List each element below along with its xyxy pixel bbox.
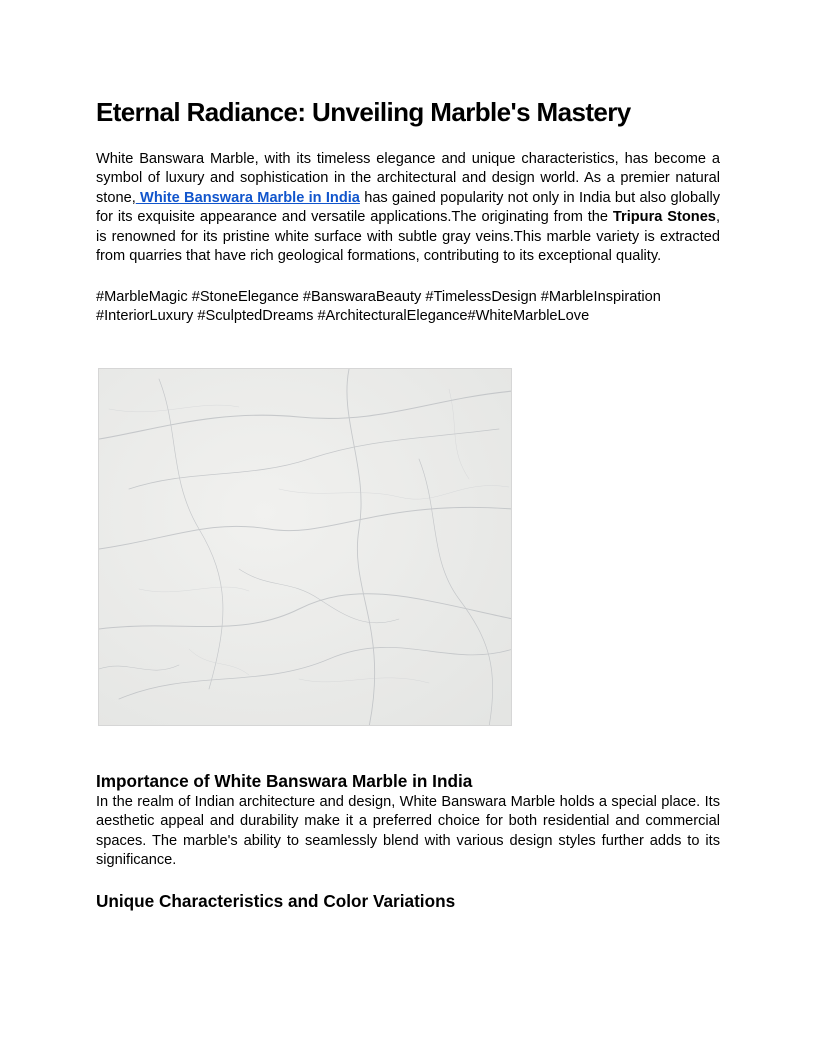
section-heading-characteristics: Unique Characteristics and Color Variations <box>96 891 456 911</box>
marble-slab-image <box>98 368 512 726</box>
marble-texture <box>99 369 512 726</box>
intro-paragraph <box>96 150 720 266</box>
intro-text-3: , is renowned for its pristine white surface with subtle gray veins.This marble variety is extracted from quarries that have rich geological formations, contributing to its exceptional quality. <box>96 209 720 265</box>
intro-text-2: has gained popularity not only in India but also globally for its exquisite appearance and versatile applications.The originating from the <box>96 189 720 226</box>
white-banswara-marble-link[interactable]: White Banswara Marble in India <box>135 189 360 206</box>
document-title: Eternal Radiance: Unveiling Marble's Mastery <box>96 97 631 127</box>
tripura-stones-bold: Tripura Stones <box>612 209 716 226</box>
hashtags-line-2: #InteriorLuxury #SculptedDreams #ArchitecturalElegance#WhiteMarbleLove <box>96 308 590 325</box>
section-heading-importance: Importance of White Banswara Marble in India <box>96 771 473 791</box>
intro-text-1: White Banswara Marble, with its timeless elegance and unique characteristics, has become a symbol of luxury and sophistication in the architectural and design world. As a premier natural stone, <box>96 151 720 206</box>
hashtags-paragraph <box>96 288 720 327</box>
hashtags-line-1: #MarbleMagic #StoneElegance #BanswaraBeauty #TimelessDesign #MarbleInspiration <box>96 289 661 305</box>
section-body-importance: In the realm of Indian architecture and design, White Banswara Marble holds a special place. Its aesthetic appeal and durability make it a preferred choice for both residential and commercial spaces. The marble's ability to seamlessly blend with various design styles further adds to its significance. <box>96 794 720 869</box>
